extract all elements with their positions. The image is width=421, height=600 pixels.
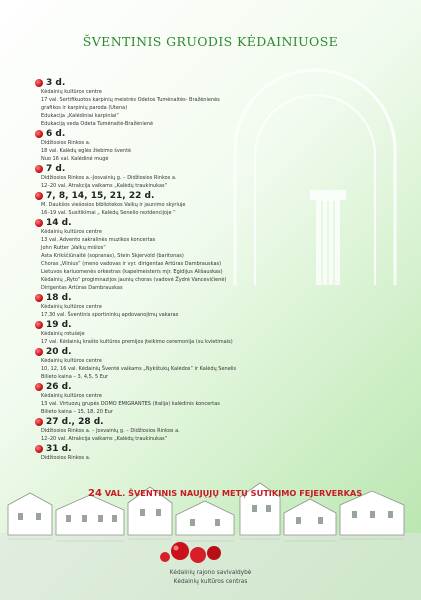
event-date-row: [35, 128, 371, 139]
ornament-icon: [35, 348, 43, 356]
event-date-row: [35, 443, 371, 454]
ornament-icon: [35, 219, 43, 227]
event-date: 20 d.: [46, 346, 72, 357]
ornament-icon: [35, 445, 43, 453]
event-detail: Didžiosios Rinkos a.: [41, 140, 91, 146]
event-date: 27 d., 28 d.: [46, 416, 104, 427]
event-detail: 13 val. Virtuozų grupės DOMO EMIGRANTES (Italija) kalėdinis koncertas: [41, 401, 220, 407]
event-detail: Kėdainių kultūros centre: [41, 229, 102, 235]
event-detail: Kėdainių „Ryto“ progimnazijos jaunių choras (vadovė Žydrė Vancevičienė): [41, 277, 227, 283]
event-date-row: [35, 346, 371, 357]
event-block: [41, 163, 371, 190]
event-detail: 17.30 val. Šventinis sportininkų apdovanojimų vakaras: [41, 312, 179, 318]
poster-title: ŠVENTINIS GRUODIS KĖDAINIUOSE: [82, 34, 339, 49]
event-block: [41, 319, 371, 346]
event-detail: 13 val. Advento sakralinės muzikos koncertas: [41, 237, 156, 243]
event-block: [41, 77, 371, 128]
fireworks-text: VAL. ŠVENTINIS NAUJŲJŲ METŲ SUTIKIMO FEJERVERKAS: [104, 488, 363, 498]
event-date: 6 d.: [46, 128, 66, 139]
event-list: [41, 77, 371, 462]
event-detail: 17 val. Sertifikuotos karpinių meistrės Odetos Tumėnaitės- Bražėnienės: [41, 97, 220, 103]
event-detail: Didžiosios Rinkos a.: [41, 455, 91, 461]
event-block: [41, 217, 371, 292]
ornament-icon: [35, 383, 43, 391]
event-block: [41, 443, 371, 462]
event-detail: Edukacija „Kalėdiniai karpiniai“: [41, 113, 119, 119]
ornament-icon: [35, 321, 43, 329]
event-detail: Bilieto kaina – 15, 18, 20 Eur: [41, 409, 113, 415]
new-year-fireworks-announcement: [88, 488, 362, 499]
event-detail: 10, 12, 16 val. Kėdainių Šventė vaikams „Nykštukų Kalėdos“ ir Kalėdų Senelis: [41, 366, 237, 372]
event-block: [41, 416, 371, 443]
event-block: [41, 190, 371, 217]
event-date: 7 d.: [46, 163, 66, 174]
ornament-icon: [35, 294, 43, 302]
event-detail: grafikos ir karpinių paroda (Utena): [41, 105, 128, 111]
ornament-icon: [35, 192, 43, 200]
event-detail: Kėdainių kultūros centre: [41, 89, 102, 95]
credits: [0, 569, 421, 587]
event-block: [41, 292, 371, 319]
event-date-row: [35, 416, 371, 427]
event-detail: 18 val. Kalėdų eglės žiebimo šventė: [41, 148, 132, 154]
event-detail: Edukaciją veda Odeta Tumėnaitė-Bražėnienė: [41, 121, 154, 127]
event-block: [41, 346, 371, 381]
credit-municipality: Kėdainių rajono savivaldybė: [169, 570, 252, 576]
event-detail: Didžiosios Rinkos a.–Josvainių g. – Didžiosios Rinkos a.: [41, 175, 177, 181]
event-detail: 12–20 val. Atrakcija vaikams „Kalėdų traukinukas“: [41, 183, 168, 189]
event-detail: Nuo 16 val. Kalėdinė mugė: [41, 156, 109, 162]
event-date: 18 d.: [46, 292, 72, 303]
event-detail: Kėdainių kultūros centre: [41, 304, 102, 310]
event-date-row: [35, 77, 371, 88]
event-date-row: [35, 190, 371, 201]
event-detail: Asta Krikščiūnaitė (sopranas), Stein Skjervold (baritonas): [41, 253, 184, 259]
event-date: 7, 8, 14, 15, 21, 22 d.: [46, 190, 155, 201]
event-detail: Choras „Vilnius“ (meno vadovas ir vyr. dirigentas Artūras Dambrauskas): [41, 261, 222, 267]
event-detail: 16–19 val. Susitikimai „ Kalėdų Senelio rezidencijoje “: [41, 210, 176, 216]
event-detail: M. Daukšos viešosios bibliotekos Vaikų ir jaunimo skyriuje: [41, 202, 186, 208]
event-detail: Dirigentas Artūras Dambrauskas: [41, 285, 123, 291]
event-date: 19 d.: [46, 319, 72, 330]
event-date-row: [35, 319, 371, 330]
event-detail: Kėdainių rotušėje: [41, 331, 85, 337]
event-detail: Kėdainių kultūros centre: [41, 393, 102, 399]
event-block: [41, 128, 371, 163]
event-date-row: [35, 217, 371, 228]
event-detail: Didžiosios Rinkos a. – Josvainių g. – Didžiosios Rinkos a.: [41, 428, 180, 434]
event-detail: Lietuvos kariuomenės orkestras (kapelmeisteris mjr. Egidijus Ališauskas): [41, 269, 223, 275]
event-date: 14 d.: [46, 217, 72, 228]
event-block: [41, 381, 371, 416]
ornament-icon: [35, 418, 43, 426]
event-date-row: [35, 292, 371, 303]
event-detail: Kėdainių kultūros centre: [41, 358, 102, 364]
event-date: 26 d.: [46, 381, 72, 392]
event-date: 3 d.: [46, 77, 66, 88]
event-detail: John Rutter „Valkų mišios“: [41, 245, 106, 251]
event-date-row: [35, 381, 371, 392]
event-detail: 17 val. Kėdainių krašto kultūros premijos įteikimo ceremonija (su kvietimais): [41, 339, 233, 345]
event-date-row: [35, 163, 371, 174]
event-detail: Bilieto kaina – 3, 4,5, 5 Eur: [41, 374, 109, 380]
event-detail: 12–20 val. Atrakcija vaikams „Kalėdų traukinukas“: [41, 436, 168, 442]
credit-culture-centre: Kėdainių kultūros centras: [173, 579, 248, 585]
event-date: 31 d.: [46, 443, 72, 454]
ornament-icon: [35, 79, 43, 87]
fireworks-time: 24: [88, 488, 102, 499]
ornament-icon: [35, 130, 43, 138]
ornament-icon: [35, 165, 43, 173]
